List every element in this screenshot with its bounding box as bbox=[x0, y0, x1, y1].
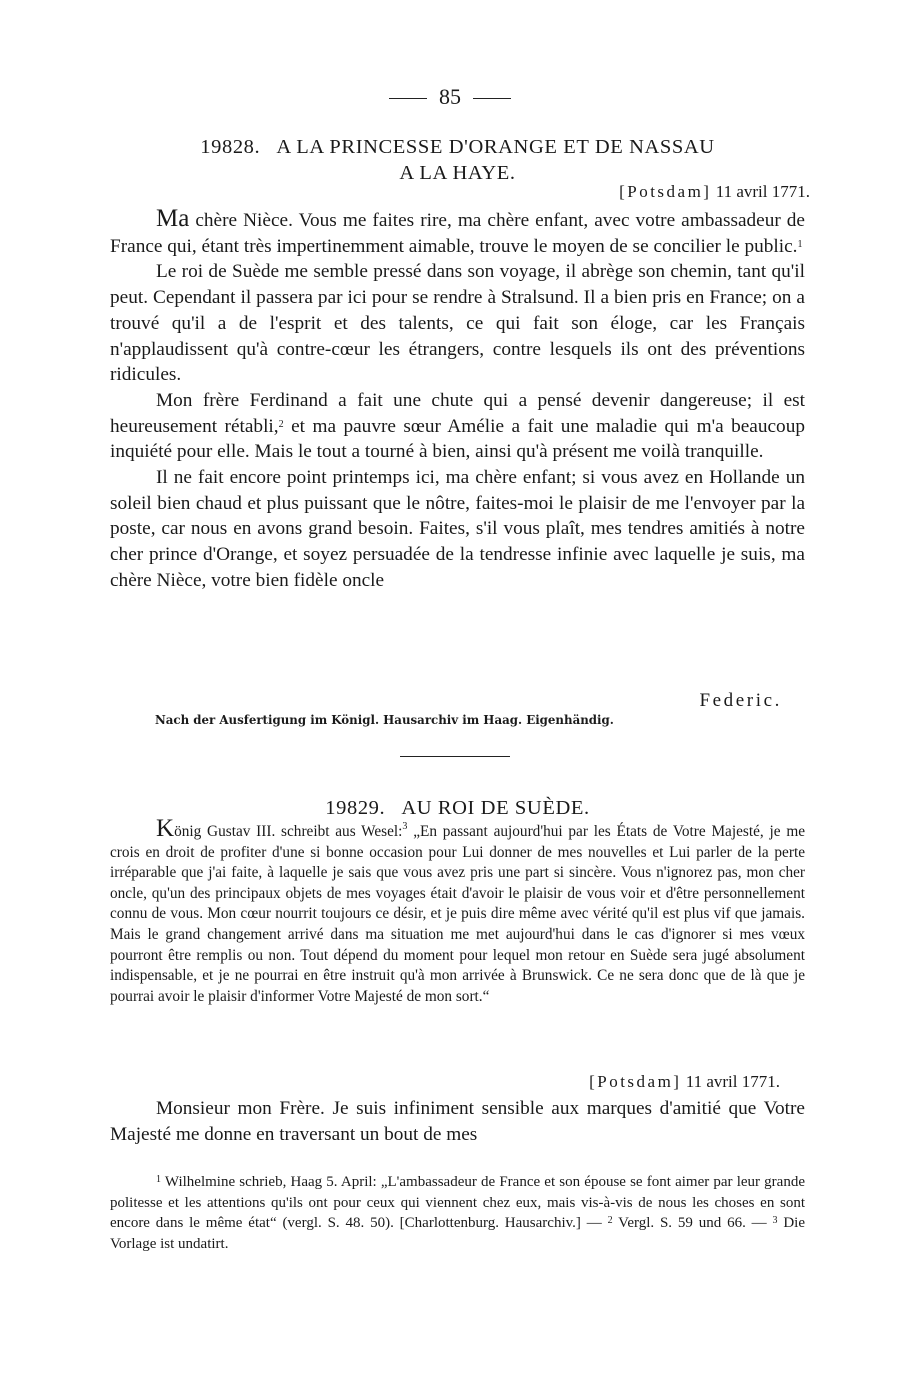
letter-2-intro bbox=[110, 815, 806, 1007]
letter-1-number: 19828. bbox=[200, 136, 261, 158]
page-number bbox=[0, 84, 900, 110]
letter-1-paragraph-3-text-b: et ma pauvre sœur Amélie a fait une maladie qui m'a beaucoup inquiété pour elle. Mais le tout a tourné à bien, ainsi qu'à présent me voilà tranquille. bbox=[110, 415, 805, 463]
letter-1-date: 11 avril 1771. bbox=[715, 182, 810, 201]
letter-1-heading-line2: A LA HAYE. bbox=[399, 162, 516, 184]
letter-1-salutation: Ma bbox=[156, 205, 190, 232]
letter-1-place: [Potsdam] bbox=[619, 182, 712, 201]
letter-2-paragraph-1: Monsieur mon Frère. Je suis infiniment sensible aux marques d'amitié que Votre Majesté me donne en traversant un bout de mes bbox=[110, 1098, 805, 1145]
footnote-mark-2: 2 bbox=[278, 418, 284, 430]
footnotes bbox=[110, 1172, 805, 1254]
letter-1-signature: Federic. bbox=[699, 690, 782, 711]
letter-2-intro-paragraph bbox=[110, 815, 806, 1007]
letter-1-heading bbox=[110, 134, 805, 186]
footnote-3: Die Vorlage ist undatirt. bbox=[110, 1215, 805, 1252]
letter-1-paragraph-2: Le roi de Suède me semble pressé dans son voyage, il abrège son chemin, tant qu'il peut. Cependant il passera par ici pour se rendre à Stralsund. Il a bien pris en France; on a trouvé qu'il a de l'esprit et des talents, ce qui fait son éloge, car les Français n'applaudissent qu'à contre-cœur les étrangers, contre lesquels ils ont des préventions ridicules. bbox=[110, 261, 805, 386]
letter-1-dateline bbox=[110, 182, 810, 202]
letter-2-intro-quote: „En passant aujourd'hui par les États de Votre Majesté, je me crois en droit de profiter d'une si bonne occasion pour Lui donner de mes nouvelles et Lui parler de la perte irréparable que j'ai faite, à laquelle je sais que vous avez pris une part si sincère. Vous n'ignorez pas, mon cher oncle, qu'un des principaux objets de mes voyages était d'avoir le plaisir de vous voir et d'être personnellement connu de vous. Mon cœur nourrit toujours ce désir, et je puis dire même avec vérité qu'il est plus vif que jamais. Mais le grand changement arrivé dans ma situation me met aujourd'hui dans le cas d'ignorer si mes vœux pourront être remplis ou non. Tout dépend du moment pour lequel mon retour en Suède sera jugé absolument indispensable, et je ne pourrai en être instruit qu'à mon arrivée à Brunswick. Ce ne sera donc que de là que je pourrai avoir le plaisir d'informer Votre Majesté de mon sort.“ bbox=[110, 823, 806, 1005]
footnote-2-mark: 2 bbox=[607, 1215, 613, 1227]
letter-2-intro-cap: K bbox=[156, 815, 175, 842]
footnote-1: Wilhelmine schrieb, Haag 5. April: „L'ambassadeur de France et son épouse se font aimer par leur grande politesse et les attentions qu'ils ont pour ceux qui viennent chez eux, mais vis-à-vis de nous les choses en sont encore dans le même état“ (vergl. S. 48. 50). [Charlottenburg. Hausarchiv.] — bbox=[110, 1174, 805, 1232]
letter-2-number: 19829. bbox=[325, 797, 386, 819]
letter-1-body bbox=[110, 206, 805, 594]
letter-1-paragraph-3 bbox=[110, 388, 805, 465]
letter-2-heading-text: AU ROI DE SUÈDE. bbox=[401, 797, 590, 819]
footnote-1-mark: 1 bbox=[156, 1174, 161, 1185]
page-number-text: 85 bbox=[439, 84, 461, 109]
letter-1-paragraph-3-text-a: Mon frère Ferdinand a fait une chute qui a pensé devenir dangereuse; il est heureusement rétabli, bbox=[110, 389, 805, 437]
letter-1-paragraph-1 bbox=[110, 206, 805, 259]
footnotes-text bbox=[110, 1172, 805, 1254]
left-dash bbox=[389, 98, 427, 99]
footnote-mark-3: 3 bbox=[402, 821, 408, 832]
footnote-mark-1: 1 bbox=[797, 238, 803, 250]
letter-1-paragraph-1-text: chère Nièce. Vous me faites rire, ma chère enfant, avec votre ambassadeur de France qui, étant très impertinemment aimable, trouve le moyen de se concilier le public. bbox=[110, 210, 805, 257]
letter-2-body bbox=[110, 1096, 805, 1147]
footnote-3-mark: 3 bbox=[772, 1215, 778, 1227]
letter-1-heading-line1: A LA PRINCESSE D'ORANGE ET DE NASSAU bbox=[276, 136, 715, 158]
letter-2-place: [Potsdam] bbox=[589, 1072, 682, 1091]
letter-2-heading bbox=[110, 795, 805, 821]
letter-1-paragraph-4: Il ne fait encore point printemps ici, ma chère enfant; si vous avez en Hollande un soleil bien chaud et plus puissant que le nôtre, faites-moi le plaisir de me l'envoyer par la poste, car nous en avons grand besoin. Faites, s'il vous plaît, mes tendres amitiés à notre cher prince d'Orange, et soyez persuadée de la tendresse infinie avec laquelle je suis, ma chère Nièce, votre bien fidèle oncle bbox=[110, 467, 805, 591]
right-dash bbox=[473, 98, 511, 99]
footnote-2: Vergl. S. 59 und 66. — bbox=[612, 1215, 767, 1232]
letter-2-date: 11 avril 1771. bbox=[685, 1072, 780, 1091]
letter-2-intro-text: önig Gustav III. schreibt aus Wesel: bbox=[174, 823, 403, 840]
letter-1-source: Nach der Ausfertigung im Königl. Hausarchiv im Haag. Eigenhändig. bbox=[155, 713, 614, 727]
section-divider bbox=[400, 756, 510, 757]
letter-2-dateline bbox=[110, 1072, 780, 1092]
